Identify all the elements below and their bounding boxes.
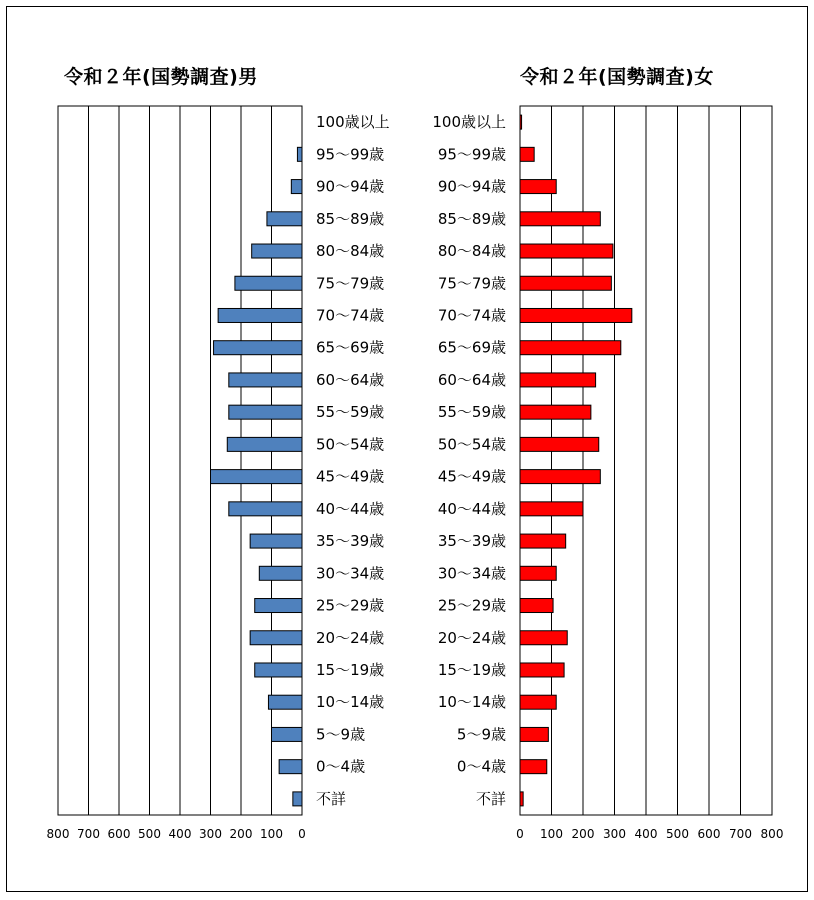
male-bar — [229, 373, 302, 387]
male-tick-label: 200 — [229, 827, 253, 841]
male-category-label: 不詳 — [316, 789, 347, 808]
male-category-label: 35～39歳 — [316, 532, 385, 551]
female-category-label: 80～84歳 — [437, 242, 506, 261]
female-category-label: 75～79歳 — [437, 274, 506, 293]
male-category-label: 20～24歳 — [316, 628, 385, 647]
male-category-label: 75～79歳 — [316, 274, 385, 293]
female-bar — [520, 631, 567, 645]
female-bar — [520, 405, 591, 419]
male-category-label: 30～34歳 — [316, 564, 385, 583]
male-category-label: 60～64歳 — [316, 370, 385, 389]
male-category-label: 15～19歳 — [316, 660, 385, 679]
female-category-label: 95～99歳 — [437, 145, 506, 164]
female-category-label: 90～94歳 — [437, 177, 506, 196]
female-tick-label: 700 — [729, 827, 752, 841]
female-category-label: 不詳 — [475, 789, 506, 808]
male-category-label: 55～59歳 — [316, 403, 385, 422]
female-category-label: 50～54歳 — [437, 435, 506, 454]
male-category-label: 5～9歳 — [316, 725, 366, 744]
female-bar — [520, 180, 556, 194]
male-bar — [272, 727, 303, 741]
female-category-label: 5～9歳 — [456, 725, 506, 744]
male-bar — [211, 470, 303, 484]
male-bar — [214, 341, 302, 355]
female-bar — [520, 373, 596, 387]
female-bar — [520, 308, 632, 322]
female-bar — [520, 534, 566, 548]
male-category-label: 85～89歳 — [316, 209, 385, 228]
female-tick-label: 200 — [571, 827, 595, 841]
female-bar — [520, 341, 621, 355]
female-category-label: 20～24歳 — [437, 628, 506, 647]
male-tick-label: 600 — [107, 827, 131, 841]
male-bar — [250, 631, 302, 645]
female-category-label: 40～44歳 — [437, 499, 506, 518]
male-bar — [293, 792, 302, 806]
male-category-label: 25～29歳 — [316, 596, 385, 615]
female-category-label: 55～59歳 — [437, 403, 506, 422]
female-tick-label: 300 — [603, 827, 626, 841]
female-category-label: 30～34歳 — [437, 564, 506, 583]
male-category-label: 0～4歳 — [316, 757, 366, 776]
female-category-label: 100歳以上 — [432, 113, 506, 132]
male-bar — [297, 147, 302, 161]
female-category-label: 60～64歳 — [437, 370, 506, 389]
male-bar — [229, 502, 302, 516]
male-category-label: 10～14歳 — [316, 693, 385, 712]
female-bar — [520, 276, 611, 290]
male-bar — [267, 212, 302, 226]
female-chart-title: 令和２年(国勢調査)女 — [520, 66, 714, 88]
male-category-label: 65～69歳 — [316, 338, 385, 357]
female-category-label: 45～49歳 — [437, 467, 506, 486]
female-bar — [520, 212, 600, 226]
female-bar — [520, 437, 599, 451]
male-tick-label: 300 — [199, 827, 222, 841]
female-bar — [520, 695, 556, 709]
male-category-label: 50～54歳 — [316, 435, 385, 454]
female-bar — [520, 566, 556, 580]
male-bar — [291, 180, 302, 194]
female-tick-label: 800 — [760, 827, 784, 841]
male-bar — [268, 695, 302, 709]
male-tick-label: 800 — [46, 827, 70, 841]
male-tick-label: 400 — [168, 827, 192, 841]
female-bar — [520, 792, 523, 806]
male-category-label: 70～74歳 — [316, 306, 385, 325]
female-tick-label: 0 — [516, 827, 524, 841]
male-category-label: 45～49歳 — [316, 467, 385, 486]
male-bar — [252, 244, 302, 258]
female-bar — [520, 244, 613, 258]
male-bar — [255, 599, 302, 613]
female-bar — [520, 599, 553, 613]
female-category-label: 15～19歳 — [437, 660, 506, 679]
male-bar — [279, 760, 302, 774]
male-category-label: 40～44歳 — [316, 499, 385, 518]
male-category-label: 100歳以上 — [316, 113, 390, 132]
male-tick-label: 700 — [77, 827, 100, 841]
female-bar — [520, 663, 564, 677]
female-category-label: 70～74歳 — [437, 306, 506, 325]
male-category-label: 95～99歳 — [316, 145, 385, 164]
male-category-label: 90～94歳 — [316, 177, 385, 196]
female-tick-label: 100 — [540, 827, 563, 841]
female-category-label: 65～69歳 — [437, 338, 506, 357]
female-category-label: 35～39歳 — [437, 532, 506, 551]
male-tick-label: 500 — [138, 827, 161, 841]
female-bar — [520, 502, 583, 516]
female-category-label: 10～14歳 — [437, 693, 506, 712]
male-bar — [259, 566, 302, 580]
female-bar — [520, 760, 547, 774]
female-category-label: 25～29歳 — [437, 596, 506, 615]
female-bar — [520, 147, 534, 161]
male-bar — [218, 308, 302, 322]
male-bar — [227, 437, 302, 451]
female-tick-label: 600 — [697, 827, 721, 841]
female-tick-label: 500 — [666, 827, 689, 841]
female-category-label: 0～4歳 — [456, 757, 506, 776]
female-category-label: 85～89歳 — [437, 209, 506, 228]
male-category-label: 80～84歳 — [316, 242, 385, 261]
female-bar — [520, 470, 600, 484]
male-bar — [229, 405, 302, 419]
male-bar — [250, 534, 302, 548]
male-bar — [255, 663, 302, 677]
male-chart-title: 令和２年(国勢調査)男 — [64, 66, 258, 88]
female-bar — [520, 727, 548, 741]
female-tick-label: 400 — [634, 827, 658, 841]
male-bar — [235, 276, 302, 290]
female-bar — [520, 115, 522, 129]
male-tick-label: 0 — [298, 827, 306, 841]
male-tick-label: 100 — [260, 827, 283, 841]
